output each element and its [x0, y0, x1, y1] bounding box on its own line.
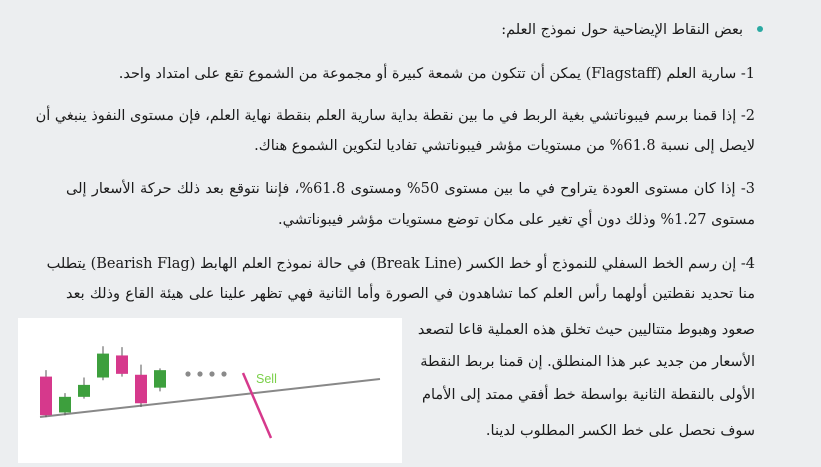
bearish-candle	[40, 377, 52, 416]
point-3-line-2: مستوى 1.27% وذلك دون أي تغير على مكان توضع مستويات مؤشر فيبوناتشي.	[278, 212, 755, 228]
point-4-line-1: 4- إن رسم الخط السفلي للنموذج أو خط الكسر (Break Line) في حالة نموذج العلم الهابط (Bearish Flag) يتطلب	[46, 256, 755, 272]
bullish-candle	[59, 397, 71, 413]
candles-group	[40, 346, 166, 417]
sell-label: Sell	[256, 372, 277, 386]
continuation-dots	[185, 371, 226, 376]
point-4-line-3: صعود وهبوط متتاليين حيث تخلق هذه العملية قاعا لتصعد	[417, 322, 755, 338]
bullish-candle	[78, 385, 90, 397]
bearish-candle	[135, 375, 147, 404]
bullish-candle	[154, 370, 166, 387]
continuation-dot	[221, 371, 226, 376]
point-2-line-2: لايصل إلى نسبة 61.8% من مستويات مؤشر فيبوناتشي تفاديا لتكوين الشموع هناك.	[254, 138, 755, 154]
bearish-flag-illustration	[18, 318, 402, 463]
intro-heading: بعض النقاط الإيضاحية حول نموذج العلم:	[501, 22, 743, 38]
point-3-line-1: 3- إذا كان مستوى العودة يتراوح في ما بين مستوى 50% ومستوى 61.8%، فإننا نتوقع بعد ذلك حركة الأسعار إلى	[66, 181, 755, 197]
continuation-dot	[185, 371, 190, 376]
bullish-candle	[97, 354, 109, 378]
point-4-line-2: منا تحديد نقطتين أولهما رأس العلم كما تشاهدون في الصورة وأما الثانية فهي تظهر علينا على هيئة القاع وذلك بعد	[66, 286, 755, 302]
point-1-line-1: 1- سارية العلم (Flagstaff) يمكن أن تتكون من شمعة كبيرة أو مجموعة من الشموع تقع على امتداد واحد.	[118, 66, 755, 82]
point-4-line-4: الأسعار من جديد عبر هذا المنطلق. إن قمنا بربط النقطة	[420, 354, 755, 370]
point-2-line-1: 2- إذا قمنا برسم فيبوناتشي بغية الربط في ما بين نقطة بداية سارية العلم بنقطة نهاية العلم، فإن مستوى النفوذ ينبغي أن	[35, 108, 755, 124]
continuation-dot	[209, 371, 214, 376]
break-line	[40, 379, 380, 417]
bullet-dot-icon	[757, 26, 763, 32]
point-4-line-5: الأولى بالنقطة الثانية بواسطة خط أفقي ممتد إلى الأمام	[422, 387, 755, 403]
bearish-candle	[116, 355, 128, 373]
continuation-dot	[197, 371, 202, 376]
bearish-flag-figure	[18, 318, 402, 463]
point-4-line-6: سوف نحصل على خط الكسر المطلوب لدينا.	[485, 423, 755, 439]
